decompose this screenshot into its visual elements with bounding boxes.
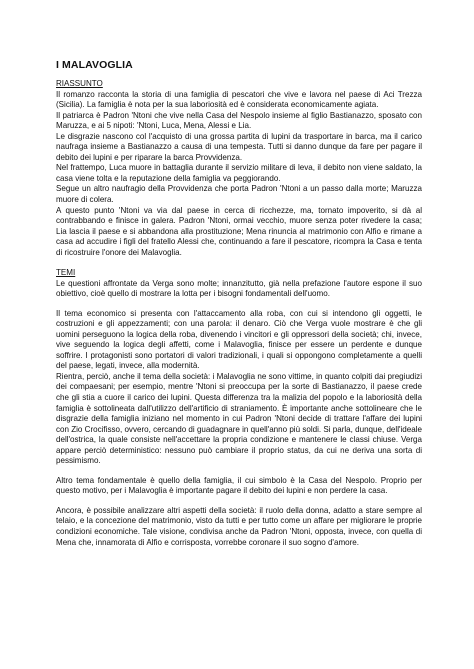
riassunto-paragraph-6: A questo punto 'Ntoni va via dal paese in cerca di ricchezze, ma, tornato impoverito, si dà al contrabbando e finisce in galera. Padron 'Ntoni, ormai vecchio, muore senza poter rivedere la casa; Lia lascia il paese e si abbandona alla prostituzione; Mena rinuncia al matrimonio con Alfio e rimane a casa ad accudire i figli del fratello Alessi che, continuando a fare il pescatore, ricompra la Casa e tenta di ricostruire l'onore dei Malavoglia.	[56, 205, 422, 257]
document-title: I MALAVOGLIA	[56, 59, 133, 71]
temi-paragraph-1: Le questioni affrontate da Verga sono molte; innanzitutto, già nella prefazione l'autore espone il suo obiettivo, cioè quello di mostrare la lotta per i bisogni fondamentali dell'uomo.	[56, 278, 422, 299]
riassunto-paragraph-2: Il patriarca è Padron 'Ntoni che vive nella Casa del Nespolo insieme al figlio Bastianazzo, sposato con Maruzza, e ai 5 nipoti: 'Ntoni, Luca, Mena, Alessi e Lia.	[56, 110, 422, 131]
temi-section	[56, 268, 422, 548]
temi-paragraph-3: Rientra, perciò, anche il tema della società: i Malavoglia ne sono vittime, in quanto colpiti dai pregiudizi dei compaesani; per esempio, mentre 'Ntoni si preoccupa per la sorte di Bastianazzo, il paese crede che gli stia a cuore il carico dei lupini. Questa differenza tra la malizia del popolo e la laboriosità della famiglia è sottolineata dall'utilizzo dell'artificio di straniamento. È importante anche sottolineare che le disgrazie della famiglia iniziano nel momento in cui Padron 'Ntoni decide di trattare l'affare dei lupini con Zio Crocifisso, ovvero, cercando di guadagnare in quell'anno più soldi. Si parla, dunque, dell'ideale dell'ostrica, la quale consiste nell'accettare la propria condizione e mantenere le classi chiuse. Verga appare perciò deterministico: nessuno può cambiare il proprio status, da cui ne deriva una sorta di pessimismo.	[56, 371, 422, 466]
riassunto-paragraph-1: Il romanzo racconta la storia di una famiglia di pescatori che vive e lavora nel paese di Aci Trezza (Sicilia). La famiglia è nota per la sua laboriosità ed è considerata economicamente agiata.	[56, 89, 422, 110]
riassunto-paragraph-3: Le disgrazie nascono col l'acquisto di una grossa partita di lupini da trasportare in barca, ma il carico naufraga insieme a Bastianazzo a causa di una tempesta. Tutti si danno dunque da fare per pagare il debito dei lupini e per riparare la barca Provvidenza.	[56, 131, 422, 162]
temi-paragraph-5: Ancora, è possibile analizzare altri aspetti della società: il ruolo della donna, adatto a stare sempre al telaio, e la concezione del matrimonio, visto da tutti e per tutto come un affare per migliorare le proprie condizioni economiche. Tale visione, condivisa anche da Padron 'Ntoni, opposta, invece, con quella di Mena che, innamorata di Alfio e corrisposta, vorrebbe coronare il suo sogno d'amore.	[56, 505, 422, 547]
riassunto-paragraph-4: Nel frattempo, Luca muore in battaglia durante il servizio militare di leva, il debito non viene saldato, la casa viene tolta e la reputazione della famiglia va peggiorando.	[56, 163, 422, 183]
temi-heading: TEMI	[56, 268, 76, 277]
riassunto-paragraph-5: Segue un altro naufragio della Provvidenza che porta Padron 'Ntoni a un passo dalla morte; Maruzza muore di colera.	[56, 184, 422, 205]
riassunto-section	[56, 79, 422, 258]
riassunto-heading: RIASSUNTO	[56, 79, 103, 88]
temi-paragraph-2: Il tema economico si presenta con l'attaccamento alla roba, con cui si intendono gli oggetti, le costruzioni e gli appezzamenti; con una parola: il denaro. Ciò che Verga vuole mostrare è che gli uomini perseguono la logica della roba, divenendo i vincitori e gli oppressori della società; chi, invece, vive seguendo la logica degli affetti, come i Malavoglia, finisce per essere un perdente e dunque soffrire. I protagonisti sono portatori di valori tradizionali, i quali si oppongono completamente a quelli del paese, legati, invece, alla modernità.	[56, 308, 422, 371]
temi-paragraph-4: Altro tema fondamentale è quello della famiglia, il cui simbolo è la Casa del Nespolo. Proprio per questo motivo, per i Malavoglia è importante pagare il debito dei lupini e non perdere la casa.	[56, 475, 422, 496]
